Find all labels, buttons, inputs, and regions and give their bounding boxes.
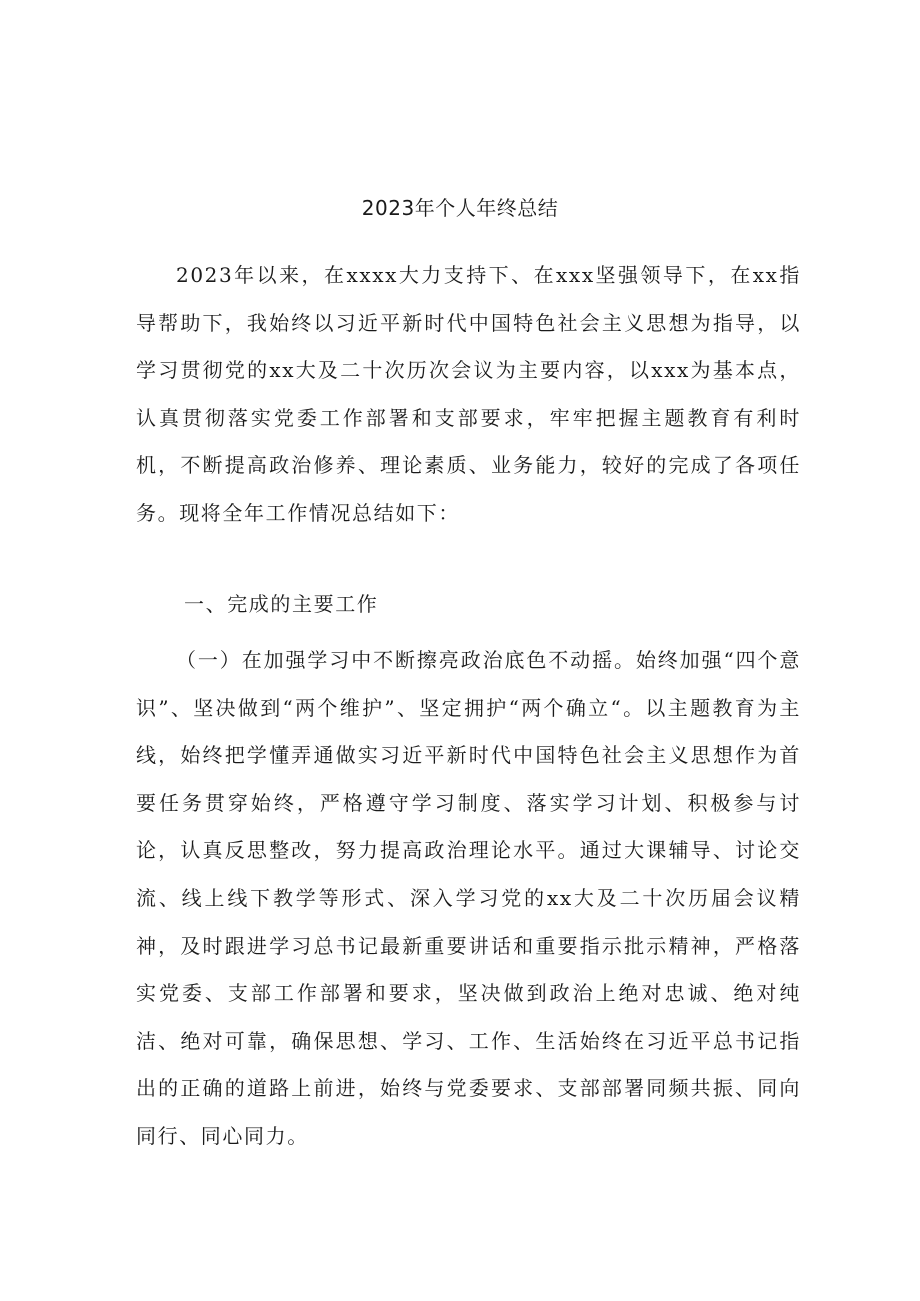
intro-paragraph: 2023年以来，在xxxx大力支持下、在xxx坚强领导下，在xx指导帮助下，我始终以习近平新时代中国特色社会主义思想为指导，以学习贯彻党的xx大及二十次历次会议为主要内容，以xxx为基本点，认真贯彻落实党委工作部署和支部要求，牢牢把握主题教育有利时机，不断提高政治修养、理论素质、业务能力，较好的完成了各项任务。现将全年工作情况总结如下： — [136, 263, 801, 525]
section-paragraph: （一）在加强学习中不断擦亮政治底色不动摇。始终加强“四个意识”、坚决做到“两个维护”、坚定拥护“两个确立“。以主题教育为主线，始终把学懂弄通做实习近平新时代中国特色社会主义思想作为首要任务贯穿始终，严格遵守学习制度、落实学习计划、积极参与讨论，认真反思整改，努力提高政治理论水平。通过大课辅导、讨论交流、线上线下教学等形式、深入学习党的xx大及二十次历届会议精神，及时跟进学习总书记最新重要讲话和重要指示批示精神，严格落实党委、支部工作部署和要求，坚决做到政治上绝对忠诚、绝对纯洁、绝对可靠，确保思想、学习、工作、生活始终在习近平总书记指出的正确的道路上前进，始终与党委要求、支部部署同频共振、同向同行、同心同力。 — [136, 648, 801, 1148]
document-title: 2023年个人年终总结 — [361, 196, 559, 220]
section-heading: 一、完成的主要工作 — [184, 592, 379, 616]
